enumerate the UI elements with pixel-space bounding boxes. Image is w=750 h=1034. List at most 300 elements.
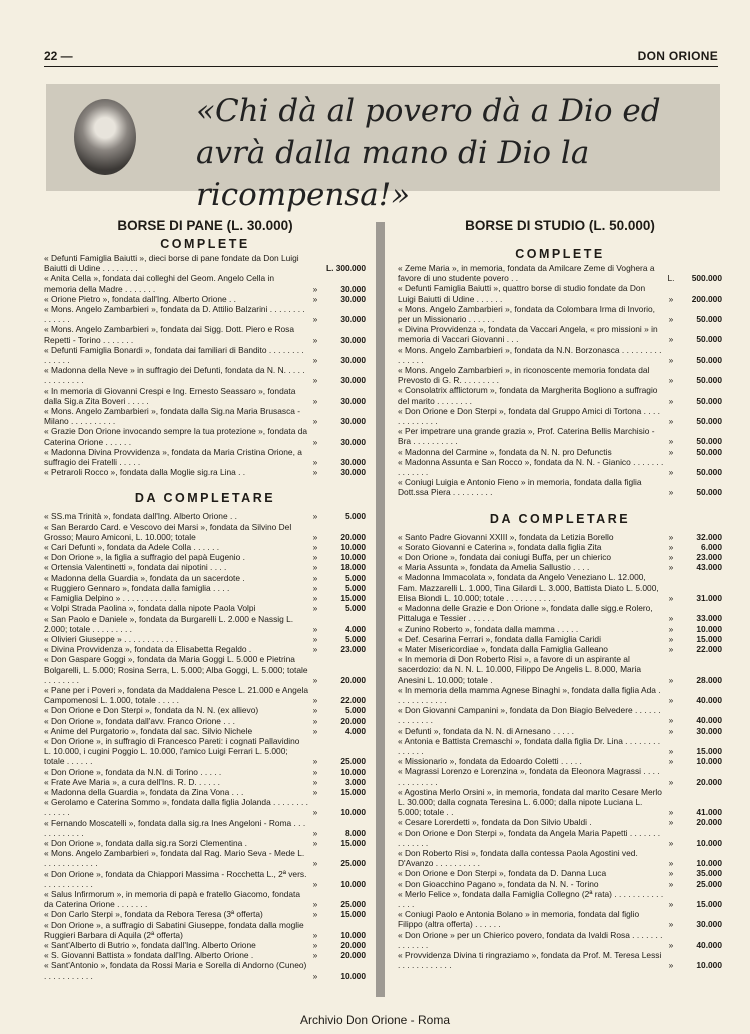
entry-amount: 35.000: [696, 868, 722, 879]
entry-amount: 10.000: [696, 837, 722, 848]
donation-entry: [398, 345, 722, 365]
entry-currency: »: [312, 725, 318, 736]
entry-text: « Zunino Roberto », fondata dalla mamma . . . . .: [398, 623, 579, 634]
entry-amount: 40.000: [696, 694, 722, 705]
entry-amount: 30.000: [340, 457, 366, 468]
entry-text: « Don Giovanni Campanini », fondata da Don Biagio Belvedere . . . . . . . . . . . . . .: [398, 705, 661, 726]
entry-currency: »: [312, 314, 318, 325]
study-title: BORSE DI STUDIO (L. 50.000): [465, 218, 655, 233]
entry-text: « San Berardo Card. e Vescovo dei Marsi », fondata da Silvino Del Grosso; Mauro Amiconi, L. 10.000; totale: [44, 521, 292, 542]
entry-amount: 8.000: [345, 827, 366, 838]
entry-text: « Famiglia Delpino » . . . . . . . . . . . .: [44, 593, 177, 604]
entry-currency: »: [312, 436, 318, 447]
donation-entry: [398, 634, 722, 644]
entry-currency: »: [668, 592, 674, 603]
entry-currency: »: [668, 375, 674, 386]
entry-text: « Mons. Angelo Zambarbieri », fondata da D. Attilio Balzarini . . . . . . . . . . . . . .: [44, 304, 305, 325]
entry-text: « Grazie Don Orione invocando sempre la tua protezione », fondata da Caterina Orione . . . . . .: [44, 426, 308, 447]
donation-entry: [44, 654, 366, 685]
donation-entry: [398, 654, 722, 685]
entry-currency: »: [668, 623, 674, 634]
entry-amount: 23.000: [340, 644, 366, 655]
entry-text: « Don Orione », fondata dalla sig.ra Sorzi Clementina .: [44, 837, 247, 848]
donation-entry: [44, 685, 366, 705]
entry-currency: »: [312, 878, 318, 889]
entry-text: « S. Giovanni Battista » fondata dall'Ing. Alberto Orione .: [44, 950, 254, 961]
entry-text: « Madonna del Carmine », fondata da N. N. pro Defunctis: [398, 446, 612, 457]
entry-text: « Orione Pietro », fondata dall'Ing. Alberto Orione . .: [44, 293, 237, 304]
donation-entry: [44, 253, 366, 273]
entry-text: « Mons. Angelo Zambarbieri », fondata da N.N. Borzonasca . . . . . . . . . . . . . . .: [398, 344, 662, 365]
donation-entry: [44, 940, 366, 950]
entry-text: « Def. Cesarina Ferrari », fondata dalla Famiglia Caridi: [398, 633, 601, 644]
donation-entry: [44, 324, 366, 344]
entry-text: « Antonia e Battista Cremaschi », fondata dalla figlia Dr. Lina . . . . . . . . . . . . . .: [398, 735, 661, 756]
donation-entry: [398, 304, 722, 324]
entry-amount: 50.000: [696, 487, 722, 498]
entry-currency: »: [668, 715, 674, 726]
entry-currency: »: [668, 643, 674, 654]
study-to-complete-list: [398, 532, 722, 971]
entry-amount: 30.000: [696, 725, 722, 736]
entry-text: « Zeme Maria », in memoria, fondata da Amilcare Zeme di Voghera a favore di uno studente povero . .: [398, 263, 655, 284]
entry-currency: »: [668, 354, 674, 365]
entry-text: « Divina Provvidenza », fondata da Elisabetta Regaldo .: [44, 644, 252, 655]
bread-column: [44, 218, 366, 981]
entry-amount: 50.000: [696, 334, 722, 345]
entry-amount: 10.000: [340, 552, 366, 563]
donation-entry: [44, 644, 366, 654]
donation-entry: [44, 950, 366, 960]
entry-text: « Madonna Divina Provvidenza », fondata da Maria Cristina Orione, a suffragio dei Fratelli . . . . .: [44, 446, 302, 468]
donation-entry: [44, 869, 366, 889]
donation-entry: [398, 283, 722, 303]
entry-amount: 50.000: [696, 467, 722, 478]
donation-entry: [44, 426, 366, 446]
entry-currency: »: [668, 541, 674, 552]
entry-amount: 30.000: [340, 355, 366, 366]
entry-text: « Don Orione e Don Sterpi », fondata dal Gruppo Amici di Tortona . . . . . . . . . . . . .: [398, 405, 660, 427]
entry-text: « Sant'Alberto di Butrio », fondata dall'Ing. Alberto Orione: [44, 940, 256, 950]
entry-amount: 10.000: [340, 766, 366, 777]
donation-entry: [398, 736, 722, 756]
entry-text: « Missionario », fondata da Edoardo Coletti . . . . .: [398, 756, 582, 767]
entry-currency: »: [312, 572, 318, 583]
entry-text: « In memoria di Giovanni Crespi e Ing. Ernesto Seassaro », fondata dalla Sig.a Zita Boveri . . . . .: [44, 385, 296, 406]
donation-entry: [398, 624, 722, 634]
entry-amount: 50.000: [696, 354, 722, 365]
entry-amount: 23.000: [696, 552, 722, 563]
entry-text: « Coniugi Luigia e Antonio Fieno » in memoria, fondata dalla figlia Dott.ssa Piera . . . . . . . . .: [398, 477, 642, 498]
donation-entry: [398, 787, 722, 818]
entry-amount: 28.000: [696, 674, 722, 685]
entry-currency: »: [312, 705, 318, 716]
entry-currency: »: [312, 766, 318, 777]
entry-currency: »: [668, 960, 674, 971]
donation-entry: [398, 848, 722, 868]
entry-amount: 30.000: [340, 436, 366, 447]
entry-text: « Defunti Famiglia Baiutti », dieci borse di pane fondate da Don Luigi Baiutti di Udine . . . . . . . .: [44, 253, 299, 274]
bread-title: BORSE DI PANE (L. 30.000): [117, 218, 293, 233]
entry-currency: »: [312, 674, 318, 685]
archive-caption: Archivio Don Orione - Roma: [299, 1013, 451, 1027]
entry-currency: »: [312, 623, 318, 634]
entry-amount: 31.000: [696, 592, 722, 603]
entry-text: « Mons. Angelo Zambarbieri », in riconoscente memoria fondata dal Prevosto di G. R. . . . . . . . .: [398, 365, 650, 386]
bread-to-complete-heading: DA COMPLETARE: [134, 491, 276, 506]
entry-currency: »: [668, 939, 674, 950]
entry-text: « Don Orione », a suffragio di Sabatini Giuseppe, fondata dalla moglie Ruggieri Barbara di Aquila (2ª offerta): [44, 919, 304, 940]
donation-entry: [398, 909, 722, 929]
donation-entry: [44, 593, 366, 603]
entry-text: « Don Gaspare Goggi », fondata da Maria Goggi L. 5.000 e Pietrina Bolgarelli, L. 5.000; Rosina Serra, L. 5.000; Alba Goggi, L. 5.000; totale . . . . . . . .: [44, 654, 308, 685]
entry-text: « Don Orione », fondata da N.N. di Torino . . . . .: [44, 766, 222, 777]
donation-entry: [44, 583, 366, 593]
entry-amount: 10.000: [340, 878, 366, 889]
donation-entry: [44, 716, 366, 726]
donation-entry: [398, 457, 722, 477]
entry-currency: »: [312, 858, 318, 869]
entry-amount: 20.000: [696, 776, 722, 787]
entry-amount: 500.000: [691, 273, 722, 284]
entry-currency: »: [668, 898, 674, 909]
donation-entry: [398, 447, 722, 457]
donation-entry: [398, 644, 722, 654]
donation-entry: [44, 797, 366, 817]
entry-currency: »: [312, 940, 318, 950]
page-header: [44, 49, 718, 65]
donation-entry: [44, 705, 366, 715]
entry-amount: 5.000: [345, 582, 366, 593]
entry-text: « Ruggiero Gennaro », fondata dalla famiglia . . . .: [44, 582, 230, 593]
entry-text: « Sant'Antonio », fondata da Rossi Maria e Sorella di Andorno (Cuneo) . . . . . . . . . . .: [44, 960, 307, 981]
donation-entry: [398, 726, 722, 736]
entry-currency: »: [312, 293, 318, 304]
donation-entry: [398, 868, 722, 878]
entry-amount: 20.000: [696, 817, 722, 828]
donation-entry: [398, 263, 722, 283]
entry-text: « Don Orione », fondata da Chiappori Massima - Rocchetta L., 2ª vers. . . . . . . . . . . .: [44, 868, 307, 889]
entry-amount: 10.000: [696, 960, 722, 971]
entry-text: « Salus Infirmorum », in memoria di papà e fratello Giacomo, fondata da Caterina Orione . . . . . . .: [44, 888, 301, 910]
entry-currency: »: [312, 416, 318, 427]
bread-complete-heading: COMPLETE: [160, 237, 250, 251]
entry-text: « Madonna della Neve » in suffragio dei Defunti, fondata da N. N. . . . . . . . . . . . . .: [44, 365, 305, 386]
entry-text: « In memoria di Don Roberto Risi », a favore di un aspirante al sacerdozio: da N. N. L. 10.000, Filippo De Angelis L. 8.000, Maria Anesini L. 10.000; totale .: [398, 654, 642, 685]
entry-currency: »: [312, 899, 318, 910]
entry-amount: 40.000: [696, 939, 722, 950]
donation-entry: [44, 552, 366, 562]
entry-currency: »: [312, 909, 318, 920]
entry-currency: »: [668, 694, 674, 705]
entry-currency: »: [312, 467, 318, 478]
entry-currency: L.: [667, 273, 675, 284]
entry-text: « Madonna delle Grazie e Don Orione », fondata dalle sigg.e Rolero, Pittaluga e Tessier . . . . . .: [398, 603, 653, 624]
entry-text: « Cari Defunti », fondata da Adele Colla . . . . . .: [44, 542, 220, 553]
entry-text: « Olivieri Giuseppe » . . . . . . . . . . . .: [44, 633, 178, 644]
entry-amount: 10.000: [340, 970, 366, 981]
bread-to-complete-list: [44, 511, 366, 980]
entry-currency: »: [668, 919, 674, 930]
donation-entry: [44, 960, 366, 980]
entry-currency: »: [668, 293, 674, 304]
entry-amount: 15.000: [340, 593, 366, 604]
donation-entry: [44, 304, 366, 324]
entry-text: « Don Orione e Don Sterpi », fondata da Angela Maria Papetti . . . . . . . . . . . . . .: [398, 827, 661, 848]
entry-currency: »: [312, 542, 318, 553]
entry-text: « Don Roberto Risi », fondata dalla contessa Paola Agostini ved. D'Avanzo . . . . . . . . . .: [398, 847, 638, 869]
entry-currency: »: [668, 562, 674, 573]
entry-currency: »: [668, 613, 674, 624]
entry-currency: »: [668, 446, 674, 457]
donation-entry: [44, 777, 366, 787]
entry-amount: 5.000: [345, 705, 366, 716]
entry-text: « Fernando Moscatelli », fondata dalla sig.ra Ines Angeloni - Roma . . . . . . . . . . . .: [44, 817, 306, 838]
donation-entry: [44, 447, 366, 467]
entry-amount: 25.000: [696, 878, 722, 889]
entry-text: « Defunti Famiglia Baiutti », quattro borse di studio fondate da Don Luigi Baiutti di Udine . . . . . .: [398, 283, 646, 304]
donation-entry: [398, 552, 722, 562]
entry-currency: »: [668, 314, 674, 325]
entry-text: « Ortensia Valentinetti », fondata dai nipotini . . . .: [44, 562, 227, 573]
entry-currency: »: [312, 531, 318, 542]
donation-entry: [398, 889, 722, 909]
entry-currency: »: [312, 970, 318, 981]
entry-amount: 32.000: [696, 531, 722, 542]
entry-amount: 30.000: [340, 283, 366, 294]
entry-amount: 33.000: [696, 613, 722, 624]
entry-amount: 25.000: [340, 899, 366, 910]
entry-currency: »: [668, 776, 674, 787]
donation-entry: [44, 787, 366, 797]
entry-currency: »: [668, 334, 674, 345]
entry-amount: 5.000: [345, 572, 366, 583]
entry-text: « Don Gioacchino Pagano », fondata da N. N. - Torino: [398, 878, 599, 889]
donation-entry: [44, 522, 366, 542]
entry-amount: 50.000: [696, 395, 722, 406]
entry-text: « Consolatrix afflictorum », fondata da Margherita Bogliono a suffragio del marito . . . . . . . .: [398, 385, 658, 406]
entry-currency: »: [668, 756, 674, 767]
entry-text: « Don Orione » per un Chierico povero, fondata da Ivaldi Rosa . . . . . . . . . . . . . .: [398, 929, 663, 950]
entry-text: « Pane per i Poveri », fondata da Maddalena Pesce L. 21.000 e Angela Campomenosi L. 1.000, totale . . . . .: [44, 684, 309, 706]
entry-text: « Gerolamo e Caterina Sommo », fondata dalla figlia Jolanda . . . . . . . . . . . . . .: [44, 797, 308, 818]
entry-currency: »: [312, 950, 318, 961]
entry-amount: 18.000: [340, 562, 366, 573]
entry-text: « SS.ma Trinità », fondata dall'Ing. Alberto Orione . .: [44, 511, 237, 522]
entry-text: « Don Orione e Don Sterpi », fondata da N. N. (ex allievo): [44, 705, 259, 716]
entry-amount: 50.000: [696, 446, 722, 457]
entry-currency: »: [312, 837, 318, 848]
entry-currency: »: [312, 511, 318, 522]
entry-amount: 30.000: [340, 395, 366, 406]
donation-entry: [398, 766, 722, 786]
entry-text: « Don Orione », fondata dai coniugi Buffa, per un chierico: [398, 552, 612, 563]
entry-currency: »: [668, 807, 674, 818]
motto-text: «Chi dà al povero dà a Dio ed avrà dalla mano di Dio la ricompensa!»: [196, 93, 661, 213]
donation-entry: [398, 406, 722, 426]
study-to-complete-heading: DA COMPLETARE: [489, 511, 631, 526]
entry-currency: »: [312, 582, 318, 593]
donation-entry: [398, 477, 722, 497]
entry-currency: »: [312, 593, 318, 604]
entry-amount: 15.000: [696, 633, 722, 644]
donation-entry: [44, 542, 366, 552]
donation-entry: [398, 685, 722, 705]
donation-entry: [398, 365, 722, 385]
entry-amount: 5.000: [345, 511, 366, 522]
entry-currency: »: [312, 929, 318, 940]
entry-currency: »: [668, 674, 674, 685]
entry-currency: »: [312, 334, 318, 345]
donation-entry: [44, 818, 366, 838]
donation-entry: [44, 920, 366, 940]
donation-entry: [44, 848, 366, 868]
entry-currency: »: [668, 878, 674, 889]
donation-entry: [44, 365, 366, 385]
entry-text: « Madonna Immacolata », fondata da Angelo Veneziano L. 12.000, Fam. Mazzarelli L. 1.000, Tina Gilardi L. 3.000, Battista Diato L. 5.000, Elisa Biondi L. 10.000; totale . . . . . . . . . . .: [398, 572, 659, 603]
entry-amount: 22.000: [340, 695, 366, 706]
entry-currency: »: [668, 395, 674, 406]
entry-amount: 30.000: [340, 314, 366, 325]
entry-currency: »: [668, 868, 674, 879]
entry-currency: »: [668, 531, 674, 542]
entry-amount: 200.000: [691, 293, 722, 304]
donation-entry: [44, 467, 366, 477]
entry-currency: »: [668, 552, 674, 563]
entry-text: « Mons. Angelo Zambarbieri », fondata dalla Sig.na Maria Brusasca - Milano . . . . . . . . . .: [44, 406, 301, 427]
donation-entry: [44, 573, 366, 583]
entry-currency: »: [668, 858, 674, 869]
entry-amount: 15.000: [340, 837, 366, 848]
header-rule: [44, 66, 718, 67]
entry-amount: 15.000: [696, 898, 722, 909]
study-column: [398, 218, 722, 970]
entry-amount: 25.000: [340, 756, 366, 767]
donation-entry: [44, 406, 366, 426]
entry-amount: 6.000: [701, 541, 722, 552]
donation-entry: [44, 889, 366, 909]
donation-entry: [398, 385, 722, 405]
study-complete-list: [398, 263, 722, 498]
entry-amount: 50.000: [696, 375, 722, 386]
entry-amount: 40.000: [696, 715, 722, 726]
entry-currency: »: [668, 725, 674, 736]
entry-text: « Provvidenza Divina ti ringraziamo », fondata da Prof. M. Teresa Lessi . . . . . . . . . . . .: [398, 950, 662, 971]
entry-currency: »: [312, 552, 318, 563]
donation-entry: [44, 838, 366, 848]
entry-currency: »: [312, 695, 318, 706]
donation-entry: [398, 603, 722, 623]
entry-currency: »: [312, 756, 318, 767]
entry-amount: 10.000: [340, 929, 366, 940]
entry-text: « Don Carlo Sterpi », fondata da Rebora Teresa (3ª offerta): [44, 909, 263, 920]
entry-amount: 4.000: [345, 725, 366, 736]
entry-amount: 50.000: [696, 416, 722, 427]
entry-amount: 20.000: [340, 715, 366, 726]
entry-text: « Cesare Lorerdetti », fondata da Don Silvio Ubaldi .: [398, 817, 592, 828]
entry-text: « Defunti », fondata da N. N. di Arnesano . . . . .: [398, 725, 574, 736]
magazine-title: DON ORIONE: [637, 49, 718, 63]
entry-text: « Magrassi Lorenzo e Lorenzina », fondata da Eleonora Magrassi . . . . . . . . . . . . .: [398, 766, 660, 787]
entry-amount: 3.000: [345, 776, 366, 787]
entry-currency: »: [668, 487, 674, 498]
entry-text: « Volpi Strada Paolina », fondata dalla nipote Paola Volpi: [44, 603, 256, 614]
entry-amount: L. 300.000: [325, 263, 366, 274]
entry-amount: 20.000: [340, 950, 366, 961]
entry-text: « Don Orione e Don Sterpi », fondata da D. Danna Luca: [398, 868, 607, 879]
entry-amount: 4.000: [345, 623, 366, 634]
entry-amount: 43.000: [696, 562, 722, 573]
entry-currency: »: [312, 395, 318, 406]
entry-text: « Anita Cella », fondata dai colleghi del Geom. Angelo Cella in memoria della Madre . . . . . . .: [44, 273, 274, 294]
donation-entry: [398, 828, 722, 848]
entry-amount: 30.000: [340, 467, 366, 478]
entry-amount: 15.000: [340, 786, 366, 797]
entry-text: « In memoria della mamma Agnese Binaghi », fondata dalla figlia Ada . . . . . . . . . . . .: [398, 684, 661, 705]
bread-complete-list: [44, 253, 366, 477]
entry-amount: 5.000: [345, 603, 366, 614]
entry-text: « Mons. Angelo Zambarbieri », fondata da Colombara Irma di Invorio, per un Missionario . . . . . .: [398, 303, 655, 325]
entry-amount: 15.000: [340, 909, 366, 920]
entry-currency: »: [312, 283, 318, 294]
donation-entry: [398, 817, 722, 827]
entry-amount: 30.000: [340, 375, 366, 386]
entry-text: « Petraroli Rocco », fondata dalla Moglie sig.ra Lina . .: [44, 467, 246, 478]
donation-entry: [398, 879, 722, 889]
entry-currency: »: [668, 745, 674, 756]
donation-entry: [44, 386, 366, 406]
page-number: 22 —: [44, 49, 73, 63]
entry-currency: »: [668, 467, 674, 478]
donation-entry: [44, 614, 366, 634]
entry-text: « Madonna della Guardia », fondata da un sacerdote .: [44, 572, 245, 583]
entry-text: « Divina Provvidenza », fondata da Vaccari Angela, « pro missioni » in memoria di Vaccari Giovanni . . .: [398, 324, 658, 345]
entry-text: « Defunti Famiglia Bonardi », fondata dai familiari di Bandito . . . . . . . . . . . . . .: [44, 344, 304, 366]
entry-currency: »: [668, 436, 674, 447]
entry-amount: 10.000: [340, 807, 366, 818]
donation-entry: [44, 562, 366, 572]
entry-currency: »: [312, 715, 318, 726]
entry-text: « San Paolo e Daniele », fondata da Burgarelli L. 2.000 e Nassig L. 2.000; totale . . . . . . . . .: [44, 613, 294, 634]
donation-entry: [398, 930, 722, 950]
donation-entry: [398, 756, 722, 766]
entry-text: « Maria Assunta », fondata da Amelia Sallustio . . . .: [398, 562, 590, 573]
entry-text: « Anime del Purgatorio », fondata dal sac. Silvio Nichele: [44, 725, 253, 736]
entry-text: « Don Orione », fondata dall'avv. Franco Orione . . .: [44, 715, 235, 726]
portrait-photo: [74, 99, 136, 175]
entry-text: « Mater Misericordiae », fondata dalla Famiglia Galleano: [398, 643, 608, 654]
entry-amount: 41.000: [696, 807, 722, 818]
entry-amount: 30.000: [340, 416, 366, 427]
entry-amount: 25.000: [340, 858, 366, 869]
donation-entry: [398, 705, 722, 725]
motto-banner: [46, 84, 720, 213]
donation-entry: [44, 511, 366, 521]
entry-amount: 30.000: [340, 293, 366, 304]
entry-currency: »: [312, 644, 318, 655]
donation-entry: [44, 294, 366, 304]
entry-amount: 20.000: [340, 940, 366, 950]
entry-amount: 10.000: [696, 623, 722, 634]
entry-currency: »: [312, 375, 318, 386]
entry-amount: 5.000: [345, 633, 366, 644]
entry-text: « Merlo Felice », fondata dalla Famiglia Collegno (2ª rata) . . . . . . . . . . . . . . .: [398, 888, 664, 909]
entry-text: « Don Orione », la figlia a suffragio del papà Eugenio .: [44, 552, 245, 563]
entry-amount: 50.000: [696, 314, 722, 325]
donation-entry: [398, 572, 722, 603]
entry-text: « Mons. Angelo Zambarbieri », fondata dai Sigg. Dott. Piero e Rosa Repetti - Torino . . . . . . .: [44, 324, 294, 345]
donation-entry: [44, 767, 366, 777]
